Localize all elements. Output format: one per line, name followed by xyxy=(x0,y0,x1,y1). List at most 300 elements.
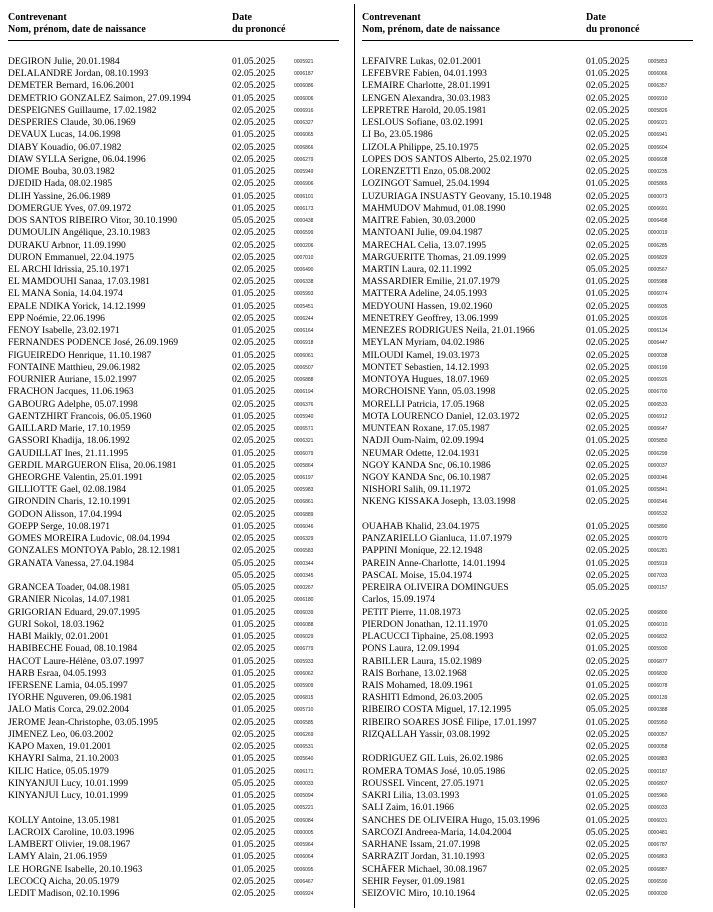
header-sublabel: du prononcé xyxy=(586,24,640,35)
verdict-date: 01.05.2025 xyxy=(586,56,630,67)
case-code: 0006832 xyxy=(648,634,668,641)
case-code: 0005865 xyxy=(648,181,668,188)
list-item xyxy=(4,815,349,827)
offender-name: DIAW SYLLA Serigne, 06.04.1996 xyxy=(8,153,146,165)
case-code: 0006935 xyxy=(648,303,668,310)
list-item xyxy=(4,215,349,227)
offender-name: SEIZOVIC Miro, 10.10.1964 xyxy=(362,888,476,900)
verdict-date: 01.05.2025 xyxy=(586,325,630,337)
list-item xyxy=(358,668,703,680)
offender-name: KINYANJUI Lucy, 10.01.1999 xyxy=(8,790,129,802)
list-item xyxy=(4,790,349,815)
offender-name: SARRAZIT Jordan, 31.10.1993 xyxy=(362,851,485,863)
verdict-date: 01.05.2025 xyxy=(232,606,276,618)
case-code: 0000030 xyxy=(648,891,668,898)
case-code: 0007010 xyxy=(294,254,314,261)
verdict-date: 02.05.2025 xyxy=(586,251,630,263)
offender-name: PAPPINI Monique, 22.12.1948 xyxy=(362,545,483,557)
case-code: 0005930 xyxy=(648,646,668,653)
offender-name: MEYLAN Myriam, 04.02.1986 xyxy=(362,337,485,349)
list-item xyxy=(358,888,703,900)
offender-name: DOS SANTOS RIBEIRO Vitor, 30.10.1990 xyxy=(8,215,177,227)
case-code: 0006916 xyxy=(294,107,314,114)
verdict-date: 05.05.2025 xyxy=(232,582,276,594)
list-item xyxy=(358,337,703,349)
case-code: 0005221 xyxy=(294,805,314,812)
offender-name: DOMERGUE Yves, 07.09.1972 xyxy=(8,202,132,214)
list-item xyxy=(4,717,349,729)
case-code: 0006590 xyxy=(648,878,668,885)
verdict-date: 02.05.2025 xyxy=(232,471,276,483)
offender-name: RASHITI Edmond, 26.03.2005 xyxy=(362,692,483,704)
list-item xyxy=(358,484,703,496)
list-item xyxy=(358,215,703,227)
verdict-date: 02.05.2025 xyxy=(232,141,276,153)
list-item xyxy=(358,80,703,92)
case-code: 0006078 xyxy=(648,683,668,690)
case-code: 0006029 xyxy=(294,634,314,641)
offender-name: GRIGORIAN Eduard, 29.07.1995 xyxy=(8,606,140,618)
list-item xyxy=(358,350,703,362)
case-code: 0005909 xyxy=(294,682,314,689)
case-code: 0006800 xyxy=(648,609,668,616)
header-date-col xyxy=(586,12,639,36)
case-code: 0006691 xyxy=(648,205,668,212)
offender-name: FERNANDES PODENCE José, 26.09.1969 xyxy=(8,337,179,349)
verdict-date: 01.05.2025 xyxy=(586,643,630,655)
list-item xyxy=(358,288,703,300)
list-item xyxy=(4,668,349,680)
offender-name: LENGEN Alexandra, 30.03.1983 xyxy=(362,92,491,104)
verdict-date: 02.05.2025 xyxy=(586,888,630,900)
list-item xyxy=(358,692,703,704)
verdict-date: 01.05.2025 xyxy=(232,839,276,851)
offender-name: DUMOULIN Angélique, 23.10.1983 xyxy=(8,227,151,239)
verdict-date: 02.05.2025 xyxy=(586,104,630,116)
offender-name: PONS Laura, 12.09.1994 xyxy=(362,643,460,655)
list-item xyxy=(4,313,349,325)
offender-name: HACOT Laure-Hélène, 03.07.1997 xyxy=(8,655,144,667)
offender-name: DEVAUX Lucas, 14.06.1998 xyxy=(8,129,121,141)
list-item xyxy=(358,839,703,851)
verdict-date: 05.05.2025 xyxy=(586,263,630,275)
offender-name: RAIS Mohamed, 18.09.1961 xyxy=(362,680,474,692)
list-item xyxy=(358,460,703,472)
case-code: 0006887 xyxy=(648,866,668,873)
list-item xyxy=(4,631,349,643)
case-code: 0006064 xyxy=(294,854,314,861)
list-item xyxy=(4,545,349,557)
offender-name: MANTOANI Julie, 09.04.1987 xyxy=(362,227,483,239)
offender-name: RIZQALLAH Yassir, 03.08.1992 xyxy=(362,728,491,740)
list-item xyxy=(4,68,349,80)
verdict-date: 02.05.2025 xyxy=(586,386,630,398)
header-sublabel: Nom, prénom, date de naissance xyxy=(8,24,146,35)
list-item xyxy=(4,288,349,300)
list-item xyxy=(358,203,703,215)
case-code: 0006815 xyxy=(294,695,314,702)
verdict-date: 02.05.2025 xyxy=(232,741,276,753)
offender-name: JIMENEZ Leo, 06.03.2002 xyxy=(8,728,114,740)
case-code: 0006066 xyxy=(648,71,668,78)
case-code: 0006199 xyxy=(648,364,668,371)
offender-name: RIBEIRO COSTA Miguel, 17.12.1995 xyxy=(362,704,512,716)
list-item xyxy=(358,105,703,117)
case-code: 0005940 xyxy=(294,413,314,420)
left-header xyxy=(4,12,349,38)
verdict-date: 02.05.2025 xyxy=(232,728,276,740)
list-item xyxy=(358,656,703,668)
list-item xyxy=(358,472,703,484)
list-item xyxy=(4,496,349,508)
list-item xyxy=(4,472,349,484)
list-item xyxy=(358,717,703,729)
offender-name: NADJI Oum-Naim, 02.09.1994 xyxy=(362,435,484,447)
case-code: 0006546 xyxy=(648,499,668,506)
list-item xyxy=(4,301,349,313)
case-code: 0005949 xyxy=(294,169,314,176)
verdict-date: 02.05.2025 xyxy=(232,508,276,520)
offender-name: LECOCQ Aicha, 20.05.1979 xyxy=(8,875,120,887)
verdict-date: 02.05.2025 xyxy=(586,863,630,875)
case-code: 0006033 xyxy=(648,805,668,812)
verdict-date: 02.05.2025 xyxy=(232,239,276,251)
case-code: 0006906 xyxy=(294,181,314,188)
list-item xyxy=(4,350,349,362)
list-item xyxy=(4,399,349,411)
list-item xyxy=(4,582,349,594)
list-item xyxy=(4,166,349,178)
list-item xyxy=(358,56,703,68)
verdict-date: 02.05.2025 xyxy=(232,716,276,728)
verdict-date: 02.05.2025 xyxy=(586,765,630,777)
verdict-date: 01.05.2025 xyxy=(586,288,630,300)
header-label: Date xyxy=(586,12,606,23)
list-item xyxy=(358,704,703,716)
case-code: 0006321 xyxy=(294,438,314,445)
offender-name: GOEPP Serge, 10.08.1971 xyxy=(8,520,111,532)
verdict-date: 02.05.2025 xyxy=(586,361,630,373)
list-item xyxy=(4,203,349,215)
case-code: 0006062 xyxy=(294,670,314,677)
verdict-date: 02.05.2025 xyxy=(586,655,630,667)
case-code: 0006889 xyxy=(294,511,314,518)
case-code: 0006533 xyxy=(648,401,668,408)
list-item xyxy=(4,93,349,105)
offender-name: LIZOLA Philippe, 25.10.1975 xyxy=(362,141,479,153)
list-item xyxy=(358,362,703,374)
list-item xyxy=(4,692,349,704)
case-code: 0000073 xyxy=(648,193,668,200)
case-code: 0005826 xyxy=(648,107,668,114)
case-code: 0006134 xyxy=(648,328,668,335)
case-code: 0005950 xyxy=(648,719,668,726)
offender-name: LOPES DOS SANTOS Alberto, 25.02.1970 xyxy=(362,153,532,165)
offender-name: KAPO Maxen, 19.01.2001 xyxy=(8,741,112,753)
case-code: 0005451 xyxy=(294,303,314,310)
offender-name: DLIH Yassine, 26.06.1989 xyxy=(8,190,111,202)
verdict-date: 01.05.2025 xyxy=(586,790,630,802)
offender-name: JEROME Jean-Christophe, 03.05.1995 xyxy=(8,716,159,728)
list-item xyxy=(358,411,703,423)
case-code: 0005640 xyxy=(294,756,314,763)
verdict-date: 01.05.2025 xyxy=(586,680,630,692)
list-item xyxy=(4,607,349,619)
verdict-date: 01.05.2025 xyxy=(232,631,276,643)
verdict-date: 01.05.2025 xyxy=(232,851,276,863)
case-code: 0006065 xyxy=(294,132,314,139)
offender-name: GASSORI Khadija, 18.06.1992 xyxy=(8,435,130,447)
verdict-date: 02.05.2025 xyxy=(586,117,630,129)
offender-name: EPP Noémie, 22.06.1996 xyxy=(8,312,105,324)
case-code: 0006926 xyxy=(648,377,668,384)
verdict-date: 02.05.2025 xyxy=(232,374,276,386)
case-code: 0006285 xyxy=(648,242,668,249)
verdict-date: 01.05.2025 xyxy=(586,68,630,80)
offender-name: MENETREY Geoffrey, 13.06.1999 xyxy=(362,312,499,324)
column-divider xyxy=(354,4,355,908)
case-code: 0006329 xyxy=(294,536,314,543)
case-code: 0006180 xyxy=(294,597,314,604)
offender-name: LAMY Alain, 21.06.1959 xyxy=(8,851,108,863)
list-item xyxy=(358,607,703,619)
offender-name: MONTOYA Hugues, 18.07.1969 xyxy=(362,374,489,386)
list-item xyxy=(358,753,703,765)
case-code: 0005983 xyxy=(294,487,314,494)
offender-name: NEUMAR Odette, 12.04.1931 xyxy=(362,447,480,459)
case-code: 0005988 xyxy=(648,279,668,286)
offender-name: FENOY Isabelle, 23.02.1971 xyxy=(8,325,120,337)
offender-name: JALO Matis Corca, 29.02.2004 xyxy=(8,704,129,716)
offender-name: EPALE NDIKA Yorick, 14.12.1999 xyxy=(8,300,146,312)
verdict-date: 01.05.2025 xyxy=(232,288,276,300)
offender-name: MORELLI Patricia, 17.05.1968 xyxy=(362,398,485,410)
case-code: 0006888 xyxy=(294,377,314,384)
verdict-date: 01.05.2025 xyxy=(586,557,630,569)
header-label: Date xyxy=(232,12,252,23)
offender-name: MAITRE Fabien, 30.03.2000 xyxy=(362,215,476,227)
verdict-date: 02.05.2025 xyxy=(232,875,276,887)
verdict-date: 02.05.2025 xyxy=(586,398,630,410)
list-item xyxy=(4,105,349,117)
verdict-date: 02.05.2025 xyxy=(232,643,276,655)
list-item xyxy=(4,411,349,423)
case-code: 0006604 xyxy=(648,144,668,151)
case-code: 0006061 xyxy=(294,352,314,359)
list-item xyxy=(358,790,703,802)
offender-name: SEHIR Feyser, 01.09.1981 xyxy=(362,875,466,887)
list-item xyxy=(4,876,349,888)
verdict-date: 05.05.2025 xyxy=(232,215,276,227)
offender-name: HABI Maikly, 02.01.2001 xyxy=(8,631,109,643)
case-code: 0006101 xyxy=(294,193,314,200)
list-item xyxy=(4,154,349,166)
verdict-date: 02.05.2025 xyxy=(586,92,630,104)
verdict-date: 01.05.2025 xyxy=(586,484,630,496)
case-code: 0000187 xyxy=(648,768,668,775)
verdict-date: 02.05.2025 xyxy=(232,80,276,92)
verdict-date: 02.05.2025 xyxy=(232,153,276,165)
verdict-date: 01.05.2025 xyxy=(232,459,276,471)
verdict-date: 02.05.2025 xyxy=(586,740,630,752)
case-code: 0000057 xyxy=(648,731,668,738)
case-code: 0005933 xyxy=(294,658,314,665)
list-item xyxy=(4,435,349,447)
offender-name: IYORHE Nguveren, 09.06.1981 xyxy=(8,692,133,704)
offender-name: PASCAL Moise, 15.04.1974 xyxy=(362,569,472,581)
case-code: 0000038 xyxy=(648,352,668,359)
verdict-date: 01.05.2025 xyxy=(232,190,276,202)
case-code: 0006021 xyxy=(648,120,668,127)
case-code: 0006327 xyxy=(294,120,314,127)
case-code: 0005864 xyxy=(294,462,314,469)
case-code: 0006532 xyxy=(648,511,668,518)
case-code: 0006187 xyxy=(294,71,314,78)
verdict-date: 01.05.2025 xyxy=(232,753,276,765)
verdict-date: 02.05.2025 xyxy=(586,459,630,471)
left-column xyxy=(4,0,349,912)
verdict-date: 01.05.2025 xyxy=(586,520,630,532)
verdict-date: 02.05.2025 xyxy=(586,410,630,422)
right-rows xyxy=(358,56,703,900)
list-item xyxy=(4,509,349,521)
verdict-date: 01.05.2025 xyxy=(586,618,630,630)
offender-name: SARCOZI Andreea-Maria, 14.04.2004 xyxy=(362,826,512,838)
verdict-date: 01.05.2025 xyxy=(232,202,276,214)
offender-name: KILIC Hatice, 05.05.1979 xyxy=(8,765,109,777)
verdict-date: 02.05.2025 xyxy=(586,447,630,459)
list-item xyxy=(4,778,349,790)
list-item xyxy=(358,496,703,521)
list-item xyxy=(4,619,349,631)
case-code: 0000058 xyxy=(648,743,668,750)
verdict-date: 01.05.2025 xyxy=(232,667,276,679)
case-code: 0006807 xyxy=(648,780,668,787)
verdict-date: 02.05.2025 xyxy=(586,569,630,581)
list-item xyxy=(358,558,703,570)
case-code: 0006830 xyxy=(648,670,668,677)
case-code: 0005850 xyxy=(648,438,668,445)
case-code: 0006376 xyxy=(294,401,314,408)
list-item xyxy=(4,325,349,337)
case-code: 0006861 xyxy=(294,499,314,506)
case-code: 0005960 xyxy=(648,793,668,800)
case-code: 0000388 xyxy=(648,707,668,714)
list-item xyxy=(358,802,703,814)
list-item xyxy=(4,521,349,533)
offender-name: LACROIX Caroline, 10.03.1996 xyxy=(8,826,135,838)
offender-name: LEDIT Madison, 02.10.1996 xyxy=(8,888,120,899)
case-code: 0006583 xyxy=(294,548,314,555)
verdict-date: 01.05.2025 xyxy=(232,814,276,826)
verdict-date: 01.05.2025 xyxy=(232,129,276,141)
offender-name: RABILLER Laura, 15.02.1989 xyxy=(362,655,482,667)
verdict-date: 01.05.2025 xyxy=(232,594,276,606)
case-code: 0006095 xyxy=(294,866,314,873)
verdict-date: 02.05.2025 xyxy=(586,300,630,312)
offender-name: EL MANA Sonia, 14.04.1974 xyxy=(8,288,123,300)
case-code: 0006531 xyxy=(294,744,314,751)
verdict-date: 02.05.2025 xyxy=(232,398,276,410)
offender-name: KHAYRI Salma, 21.10.2003 xyxy=(8,753,119,765)
offender-name: LUZURIAGA INSUASTY Geovany, 15.10.1948 xyxy=(362,190,552,202)
case-code: 0006039 xyxy=(294,609,314,616)
offender-name: PLACUCCI Tiphaine, 25.08.1993 xyxy=(362,631,494,643)
list-item xyxy=(358,619,703,631)
offender-name-cont: Carlos, 15.09.1974 xyxy=(362,594,436,606)
verdict-date: 02.05.2025 xyxy=(232,545,276,557)
verdict-date: 01.05.2025 xyxy=(586,276,630,288)
list-item xyxy=(358,545,703,557)
verdict-date: 02.05.2025 xyxy=(232,423,276,435)
verdict-date: 01.05.2025 xyxy=(232,618,276,630)
case-code: 0006338 xyxy=(294,279,314,286)
case-code: 0006829 xyxy=(648,254,668,261)
verdict-date: 01.05.2025 xyxy=(232,484,276,496)
list-item xyxy=(4,888,349,900)
verdict-date: 02.05.2025 xyxy=(232,337,276,349)
offender-name: LE HORGNE Isabelle, 20.10.1963 xyxy=(8,863,143,875)
offender-name: RAIS Borhane, 13.02.1968 xyxy=(362,667,467,679)
case-code: 0000037 xyxy=(648,462,668,469)
offender-name: GHEORGHE Valentin, 25.01.1991 xyxy=(8,471,143,483)
list-item xyxy=(358,374,703,386)
case-code: 0006877 xyxy=(648,658,668,665)
list-item xyxy=(358,386,703,398)
list-item xyxy=(358,582,703,607)
offender-name: NGOY KANDA Snc, 06.10.1986 xyxy=(362,459,491,471)
offender-name: MOTA LOURENCO Daniel, 12.03.1972 xyxy=(362,410,520,422)
case-code: 0006912 xyxy=(648,413,668,420)
case-code: 0006779 xyxy=(294,646,314,653)
verdict-date: 02.05.2025 xyxy=(586,839,630,851)
case-code: 0000567 xyxy=(648,266,668,273)
verdict-date: 02.05.2025 xyxy=(232,692,276,704)
list-item xyxy=(358,252,703,264)
case-code: 0000033 xyxy=(294,780,314,787)
list-item xyxy=(358,448,703,460)
list-item xyxy=(358,533,703,545)
offender-name: MASSARDIER Emilie, 21.07.1979 xyxy=(362,276,500,288)
case-code: 0000005 xyxy=(294,829,314,836)
list-item xyxy=(358,93,703,105)
verdict-date: 01.05.2025 xyxy=(232,765,276,777)
list-item xyxy=(358,142,703,154)
case-code: 0006046 xyxy=(294,523,314,530)
list-item xyxy=(358,276,703,288)
offender-name: SAKRI Lilia, 13.03.1993 xyxy=(362,790,460,802)
list-item xyxy=(358,301,703,313)
verdict-date: 02.05.2025 xyxy=(586,545,630,557)
offender-name: LAMBERT Olivier, 19.08.1967 xyxy=(8,839,131,851)
header-label: Contrevenant xyxy=(8,12,67,23)
verdict-date: 01.05.2025 xyxy=(232,325,276,337)
case-code: 0005964 xyxy=(294,842,314,849)
verdict-date: 02.05.2025 xyxy=(586,875,630,887)
case-code: 0006490 xyxy=(294,266,314,273)
case-code: 0006910 xyxy=(648,95,668,102)
list-item xyxy=(358,191,703,203)
verdict-date: 01.05.2025 xyxy=(232,386,276,398)
offender-name: LEPRETRE Harold, 20.05.1981 xyxy=(362,104,487,116)
list-item xyxy=(358,166,703,178)
verdict-date: 02.05.2025 xyxy=(232,117,276,129)
list-item xyxy=(4,374,349,386)
offender-name: FRACHON Jacques, 11.06.1963 xyxy=(8,386,134,398)
case-code: 0006941 xyxy=(648,132,668,139)
offender-name: DJEDID Hada, 08.02.1985 xyxy=(8,178,113,190)
list-item xyxy=(358,129,703,141)
